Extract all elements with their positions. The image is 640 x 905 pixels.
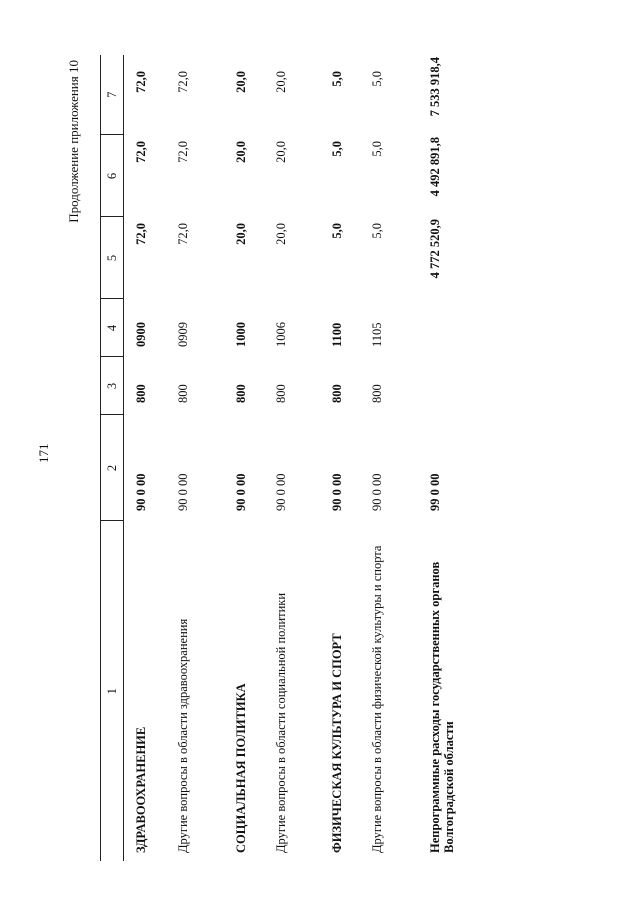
expense-type-code: 800 bbox=[273, 384, 288, 403]
table-row bbox=[264, 55, 320, 861]
target-article-code: 90 0 00 bbox=[175, 473, 190, 511]
amount-col5: 72,0 bbox=[134, 223, 148, 245]
table-row bbox=[418, 55, 488, 861]
expense-type-code: 800 bbox=[134, 384, 148, 403]
amount-col5: 5,0 bbox=[369, 223, 384, 239]
column-header: 2 bbox=[101, 415, 124, 521]
row-name: ФИЗИЧЕСКАЯ КУЛЬТУРА И СПОРТ bbox=[329, 633, 344, 853]
amount-col7: 7 533 918,4 bbox=[427, 57, 442, 117]
row-name: Другие вопросы в области физической культуры и спорта bbox=[369, 545, 384, 853]
amount-col5: 5,0 bbox=[329, 223, 344, 239]
budget-table bbox=[100, 55, 488, 861]
amount-col7: 5,0 bbox=[329, 71, 344, 87]
target-article-code: 90 0 00 bbox=[233, 473, 248, 511]
amount-col5: 20,0 bbox=[233, 223, 248, 245]
column-header: 7 bbox=[101, 55, 124, 135]
row-name: ЗДРАВООХРАНЕНИЕ bbox=[134, 726, 148, 853]
table-row bbox=[166, 55, 224, 861]
table-row bbox=[320, 55, 360, 861]
amount-col6: 72,0 bbox=[175, 141, 190, 163]
section-code: 1006 bbox=[273, 322, 288, 347]
expense-type-code bbox=[418, 357, 488, 415]
expense-type-code: 800 bbox=[233, 384, 248, 403]
section-code: 1100 bbox=[329, 322, 344, 347]
expense-type-code: 800 bbox=[329, 384, 344, 403]
section-code: 0900 bbox=[134, 322, 148, 347]
page-caption: Продолжение приложения 10 bbox=[66, 60, 81, 223]
column-header: 3 bbox=[101, 357, 124, 415]
column-header: 6 bbox=[101, 135, 124, 217]
amount-col6: 20,0 bbox=[233, 141, 248, 163]
amount-col5: 72,0 bbox=[175, 223, 190, 245]
target-article-code: 90 0 00 bbox=[329, 473, 344, 511]
amount-col7: 20,0 bbox=[273, 71, 288, 93]
expense-type-code: 800 bbox=[369, 384, 384, 403]
amount-col5: 4 772 520,9 bbox=[427, 219, 442, 279]
table-header-row bbox=[101, 55, 124, 861]
section-code: 1000 bbox=[233, 322, 248, 347]
target-article-code: 90 0 00 bbox=[134, 473, 148, 511]
row-name: СОЦИАЛЬНАЯ ПОЛИТИКА bbox=[233, 683, 248, 853]
amount-col5: 20,0 bbox=[273, 223, 288, 245]
page-number: 171 bbox=[36, 443, 51, 463]
table-row bbox=[124, 55, 166, 861]
target-article-code: 90 0 00 bbox=[273, 473, 288, 511]
row-name: Другие вопросы в области здравоохранения bbox=[175, 618, 190, 853]
column-header: 4 bbox=[101, 299, 124, 357]
section-code bbox=[418, 299, 488, 357]
amount-col6: 5,0 bbox=[329, 141, 344, 157]
section-code: 0909 bbox=[175, 322, 190, 347]
expense-type-code: 800 bbox=[175, 384, 190, 403]
amount-col7: 5,0 bbox=[369, 71, 384, 87]
amount-col6: 5,0 bbox=[369, 141, 384, 157]
section-code: 1105 bbox=[369, 322, 384, 347]
column-header: 5 bbox=[101, 217, 124, 299]
table-row bbox=[224, 55, 264, 861]
amount-col7: 72,0 bbox=[134, 71, 148, 93]
column-header: 1 bbox=[101, 521, 124, 861]
row-name: Другие вопросы в области социальной политики bbox=[273, 592, 288, 853]
amount-col7: 72,0 bbox=[175, 71, 190, 93]
target-article-code: 99 0 00 bbox=[427, 473, 442, 511]
amount-col6: 20,0 bbox=[273, 141, 288, 163]
amount-col6: 4 492 891,8 bbox=[427, 137, 442, 197]
target-article-code: 90 0 00 bbox=[369, 473, 384, 511]
row-name: Непрограммные расходы государственных органов Волгоградской области bbox=[427, 561, 456, 853]
amount-col7: 20,0 bbox=[233, 71, 248, 93]
amount-col6: 72,0 bbox=[134, 141, 148, 163]
table-row bbox=[360, 55, 418, 861]
